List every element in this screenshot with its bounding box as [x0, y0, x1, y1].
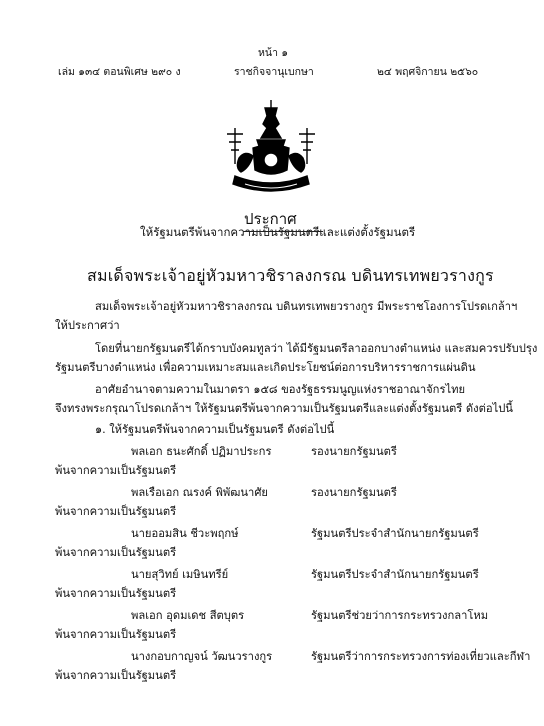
- minister-position: รัฐมนตรีว่าการกระทรวงการท่องเที่ยวและกีฬา: [311, 650, 531, 663]
- gazette-date: ๒๔ พฤศจิกายน ๒๕๖๐: [377, 66, 479, 78]
- minister-position: รัฐมนตรีประจำสำนักนายกรัฐมนตรี: [311, 568, 479, 581]
- minister-name: พลเอก ธนะศักดิ์ ปฏิมาประกร: [131, 445, 272, 458]
- paragraph-line: สมเด็จพระเจ้าอยู่หัวมหาวชิราลงกรณ บดินทรเทพยวรางกูร มีพระราชโองการโปรดเกล้าฯ: [95, 300, 518, 313]
- minister-status: พ้นจากความเป็นรัฐมนตรี: [55, 505, 177, 518]
- paragraph-line: จึงทรงพระกรุณาโปรดเกล้าฯ ให้รัฐมนตรีพ้นจากความเป็นรัฐมนตรีและแต่งตั้งรัฐมนตรี ดังต่อไปนี้: [55, 402, 513, 415]
- minister-status: พ้นจากความเป็นรัฐมนตรี: [55, 628, 177, 641]
- minister-name: นายออมสิน ชีวะพฤกษ์: [131, 527, 239, 540]
- minister-position: รองนายกรัฐมนตรี: [311, 486, 397, 499]
- royal-garuda-seal-icon: [217, 98, 325, 196]
- announcement-heading: ประกาศ: [244, 210, 297, 228]
- minister-name: พลเรือเอก ณรงค์ พิพัฒนาศัย: [131, 486, 268, 499]
- paragraph-line: อาศัยอำนาจตามความในมาตรา ๑๕๘ ของรัฐธรรมนูญแห่งราชอาณาจักรไทย: [95, 383, 466, 396]
- king-name: สมเด็จพระเจ้าอยู่หัวมหาวชิราลงกรณ บดินทรเทพยวรางกูร: [87, 266, 494, 285]
- minister-status: พ้นจากความเป็นรัฐมนตรี: [55, 669, 177, 682]
- minister-position: รัฐมนตรีช่วยว่าการกระทรวงกลาโหม: [311, 609, 489, 622]
- page-number: หน้า ๑: [258, 47, 288, 59]
- minister-position: รองนายกรัฐมนตรี: [311, 445, 397, 458]
- minister-name: พลเอก อุดมเดช สีตบุตร: [131, 609, 245, 622]
- minister-status: พ้นจากความเป็นรัฐมนตรี: [55, 464, 177, 477]
- paragraph-line: ให้ประกาศว่า: [55, 319, 120, 332]
- paragraph-line: รัฐมนตรีบางตำแหน่ง เพื่อความเหมาะสมและเกิดประโยชน์ต่อการบริหารราชการแผ่นดิน: [55, 361, 476, 374]
- minister-status: พ้นจากความเป็นรัฐมนตรี: [55, 546, 177, 559]
- gazette-name: ราชกิจจานุเบกษา: [234, 66, 314, 78]
- minister-status: พ้นจากความเป็นรัฐมนตรี: [55, 587, 177, 600]
- minister-position: รัฐมนตรีประจำสำนักนายกรัฐมนตรี: [311, 527, 479, 540]
- paragraph-line: โดยที่นายกรัฐมนตรีได้กราบบังคมทูลว่า ได้มีรัฐมนตรีลาออกบางตำแหน่ง และสมควรปรับปรุง: [95, 342, 538, 355]
- section-heading: ๑. ให้รัฐมนตรีพ้นจากความเป็นรัฐมนตรี ดังต่อไปนี้: [95, 423, 335, 436]
- title-divider: [243, 231, 323, 232]
- minister-name: นายสุวิทย์ เมษินทรีย์: [131, 568, 229, 581]
- gazette-volume: เล่ม ๑๓๔ ตอนพิเศษ ๒๙๐ ง: [58, 66, 181, 78]
- minister-name: นางกอบกาญจน์ วัฒนวรางกูร: [131, 650, 273, 663]
- announcement-subject: ให้รัฐมนตรีพ้นจากความเป็นรัฐมนตรีและแต่งตั้งรัฐมนตรี: [140, 225, 416, 239]
